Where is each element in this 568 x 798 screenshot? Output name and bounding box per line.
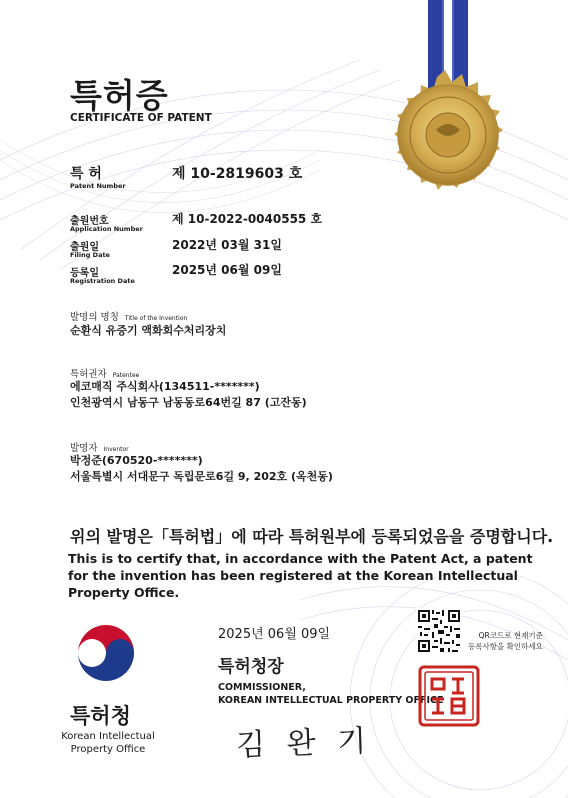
commissioner-signature: 김 완 기 xyxy=(235,723,373,764)
filing-date-label-english: Filing Date xyxy=(70,251,110,259)
inventor-heading: 발명자 Inventor xyxy=(70,443,129,454)
office-name-korean: 특허청 xyxy=(70,704,131,728)
registration-date-label: 등록일 xyxy=(70,268,99,279)
certificate-title-english: CERTIFICATE OF PATENT xyxy=(70,112,212,124)
application-number-value: 제 10-2022-0040555 호 xyxy=(172,212,323,226)
office-name-english: Korean Intellectual Property Office xyxy=(61,731,155,755)
registration-date-label-english: Registration Date xyxy=(70,277,135,285)
certification-statement-korean: 위의 발명은「특허법」에 따라 특허원부에 등록되었음을 증명합니다. xyxy=(70,527,554,546)
korea-government-emblem-icon xyxy=(73,623,139,689)
certificate-title: 특허증 xyxy=(70,76,169,115)
commissioner-title: 특허청장 xyxy=(218,657,284,677)
application-number-label-english: Application Number xyxy=(70,225,143,233)
registration-date-value: 2025년 06월 09일 xyxy=(172,263,282,277)
patent-number-label: 특 허 xyxy=(70,166,102,182)
official-red-seal-icon xyxy=(418,665,480,727)
invention-title-heading: 발명의 명칭 Title of the Invention xyxy=(70,312,188,323)
patentee-name: 에코매직 주식회사(134511-*******) xyxy=(70,380,260,393)
certification-statement-english: This is to certify that, in accordance with the Patent Act, a patent for the invention has been registered at the Korean Intellectual Property Office. xyxy=(68,551,533,600)
qr-instruction-text: QR코드로 현재기준 등록사항을 확인하세요 xyxy=(468,631,543,651)
gold-seal-icon xyxy=(394,70,503,190)
inventor-name: 박정준(670520-*******) xyxy=(70,454,203,467)
application-number-label: 출원번호 xyxy=(70,216,109,227)
patentee-address: 인천광역시 남동구 남동동로64번길 87 (고잔동) xyxy=(70,396,307,409)
filing-date-value: 2022년 03월 31일 xyxy=(172,238,282,252)
invention-title-value: 순환식 유증기 액화회수처리장치 xyxy=(70,324,227,337)
patent-number-label-english: Patent Number xyxy=(70,182,126,190)
issue-date: 2025년 06월 09일 xyxy=(218,627,331,642)
inventor-address: 서울특별시 서대문구 독립문로6길 9, 202호 (옥천동) xyxy=(70,470,333,483)
patentee-heading: 특허권자 Patentee xyxy=(70,369,140,380)
commissioner-title-english: COMMISSIONER, KOREAN INTELLECTUAL PROPERTY OFFICE xyxy=(218,682,444,706)
patent-number-value: 제 10-2819603 호 xyxy=(172,166,303,182)
filing-date-label: 출원일 xyxy=(70,242,99,253)
qr-code-icon[interactable] xyxy=(416,608,462,654)
